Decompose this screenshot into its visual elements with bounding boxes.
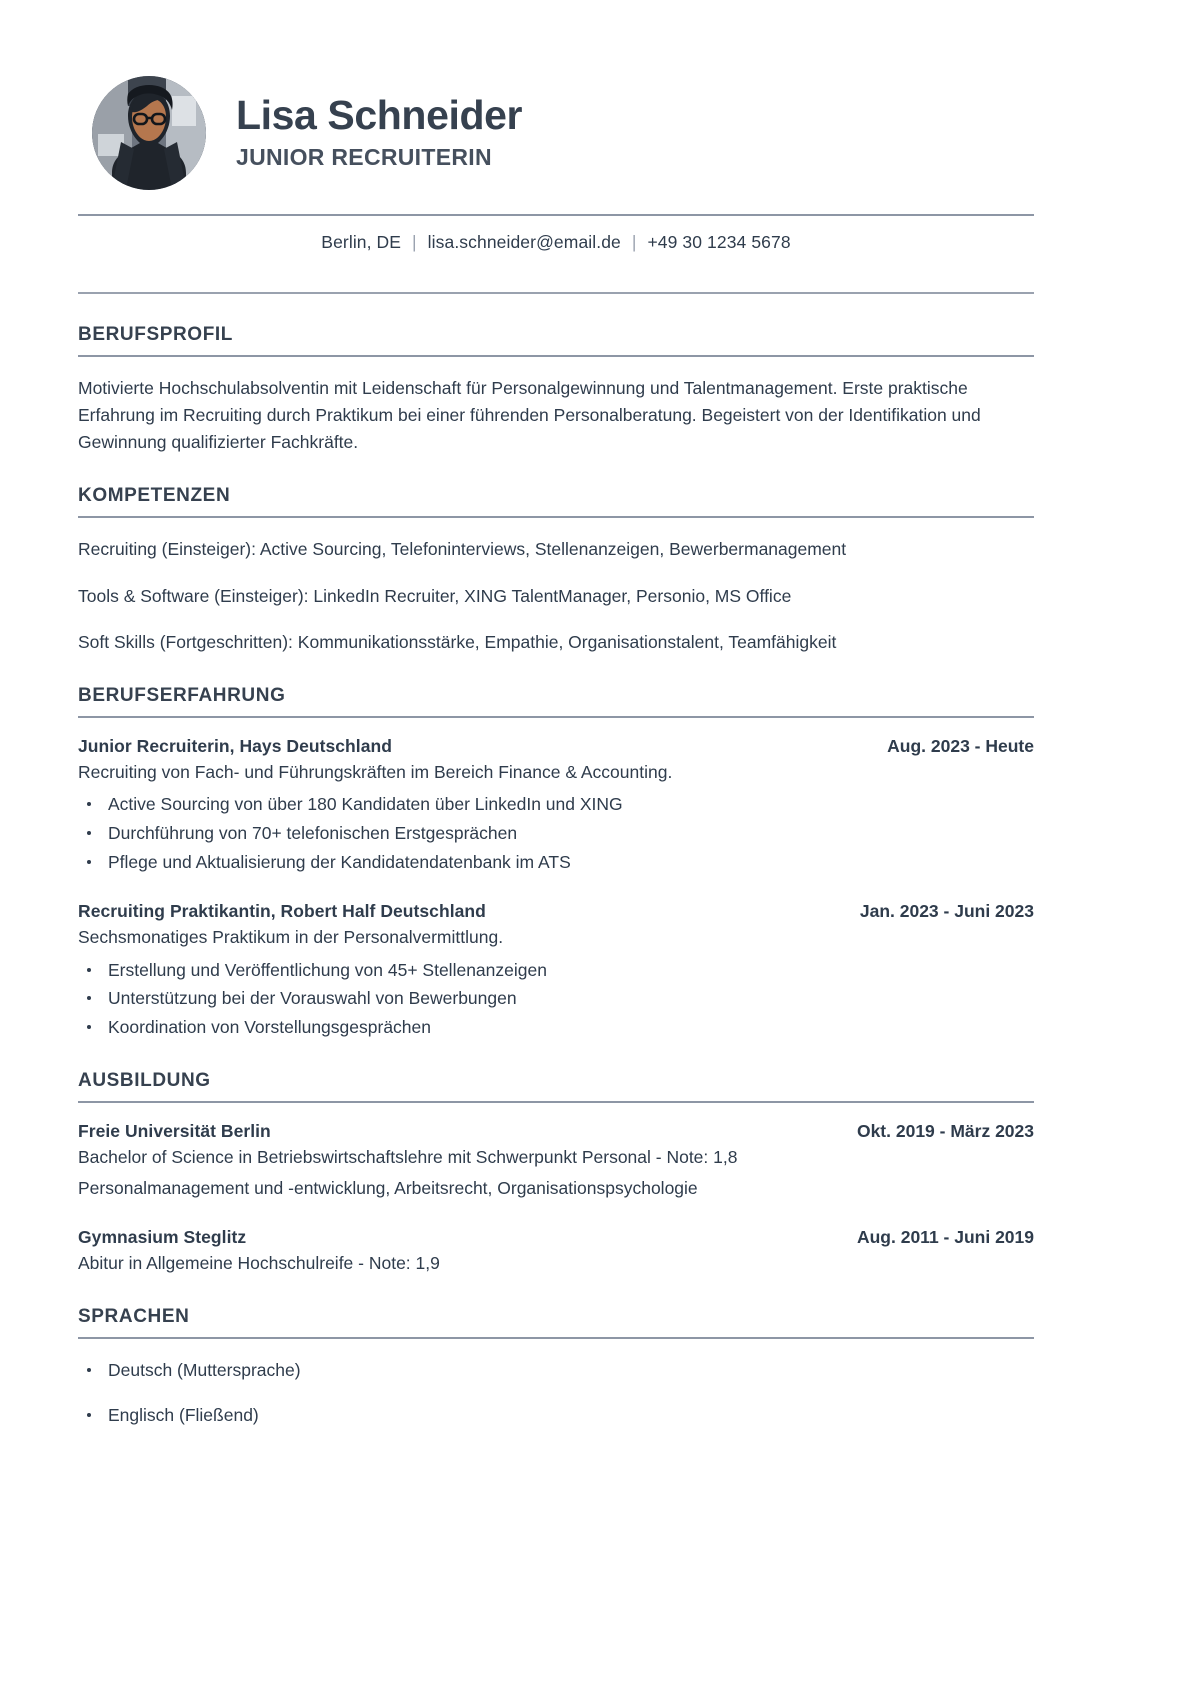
profile-text: Motivierte Hochschulabsolventin mit Leidenschaft für Personalgewinnung und Talentmanagement. Erste praktische Erfahrung im Recruiting durch Praktikum bei einer führenden Personalberatung. Begeistert von der Identifikation und Gewinnung qualifizierter Fachkräfte.	[78, 378, 981, 452]
resume-sheet	[14, 14, 1176, 1670]
list-item: Englisch (Fließend)	[78, 1402, 1034, 1428]
entry-summary: Recruiting von Fach- und Führungskräften im Bereich Finance & Accounting.	[78, 762, 673, 783]
entry-extra: Personalmanagement und -entwicklung, Arbeitsrecht, Organisationspsychologie	[78, 1177, 698, 1198]
profile-photo-icon	[92, 76, 206, 190]
section-languages	[78, 1306, 1034, 1428]
contact-email[interactable]: lisa.schneider@email.de	[427, 232, 621, 252]
entry-summary: Abitur in Allgemeine Hochschulreife - Note: 1,9	[78, 1253, 440, 1274]
section-title-skills: KOMPETENZEN	[78, 485, 231, 507]
section-title-profile: BERUFSPROFIL	[78, 324, 233, 345]
avatar	[92, 76, 206, 190]
education-entry	[78, 1121, 1034, 1201]
candidate-name: Lisa Schneider	[236, 91, 523, 138]
contact-line	[78, 216, 1034, 268]
entry-title: Junior Recruiterin, Hays Deutschland	[78, 736, 392, 757]
list-item: Pflege und Aktualisierung der Kandidatendatenbank im ATS	[78, 849, 1034, 876]
entry-title: Recruiting Praktikantin, Robert Half Deutschland	[78, 901, 486, 922]
contact-phone[interactable]: +49 30 1234 5678	[647, 232, 791, 252]
section-education	[78, 1070, 1034, 1276]
resume-header	[78, 76, 1034, 190]
contact-separator-2: |	[631, 232, 637, 252]
section-rule-profile	[78, 355, 1034, 357]
skill-line: Recruiting (Einsteiger): Active Sourcing, Telefoninterviews, Stellenanzeigen, Bewerbermanagement	[78, 539, 847, 560]
experience-entry	[78, 736, 1034, 875]
list-item: Unterstützung bei der Vorauswahl von Bewerbungen	[78, 985, 1034, 1012]
list-item: Erstellung und Veröffentlichung von 45+ Stellenanzeigen	[78, 957, 1034, 984]
entry-summary: Bachelor of Science in Betriebswirtschaftslehre mit Schwerpunkt Personal - Note: 1,8	[78, 1147, 738, 1168]
entry-header	[78, 901, 1034, 922]
resume-content	[78, 76, 1034, 1446]
skill-line: Tools & Software (Einsteiger): LinkedIn Recruiter, XING TalentManager, Personio, MS Office	[78, 585, 792, 606]
language-list	[78, 1357, 1034, 1428]
section-title-education: AUSBILDUNG	[78, 1070, 211, 1092]
experience-entry	[78, 901, 1034, 1040]
entry-header	[78, 1121, 1034, 1142]
entry-date: Aug. 2023 - Heute	[887, 736, 1034, 757]
entry-header	[78, 736, 1034, 757]
contact-location: Berlin, DE	[321, 232, 402, 252]
section-experience	[78, 685, 1034, 1040]
entry-title: Gymnasium Steglitz	[78, 1227, 247, 1248]
skill-line: Soft Skills (Fortgeschritten): Kommunikationsstärke, Empathie, Organisationstalent, Teamfähigkeit	[78, 631, 837, 652]
contact-separator-1: |	[412, 232, 417, 252]
list-item: Active Sourcing von über 180 Kandidaten über LinkedIn und XING	[78, 791, 1034, 818]
entry-date: Jan. 2023 - Juni 2023	[859, 901, 1034, 922]
entry-bullets	[78, 791, 1034, 875]
section-rule-skills	[78, 516, 1034, 518]
entry-date: Aug. 2011 - Juni 2019	[856, 1227, 1034, 1248]
section-skills	[78, 485, 1034, 655]
contact-divider	[78, 292, 1034, 294]
list-item: Koordination von Vorstellungsgesprächen	[78, 1014, 1034, 1041]
candidate-title: JUNIOR RECRUITERIN	[236, 144, 492, 171]
entry-date: Okt. 2019 - März 2023	[856, 1121, 1034, 1142]
education-entry	[78, 1227, 1034, 1276]
entry-title: Freie Universität Berlin	[78, 1121, 271, 1142]
list-item: Deutsch (Muttersprache)	[78, 1357, 1034, 1383]
section-title-experience: BERUFSERFAHRUNG	[78, 685, 286, 707]
header-text	[236, 93, 522, 174]
section-profile	[78, 324, 1034, 455]
section-title-languages: SPRACHEN	[78, 1306, 190, 1328]
section-rule-languages	[78, 1337, 1034, 1339]
list-item: Durchführung von 70+ telefonischen Erstgesprächen	[78, 820, 1034, 847]
section-rule-experience	[78, 716, 1034, 718]
entry-header	[78, 1227, 1034, 1248]
entry-summary: Sechsmonatiges Praktikum in der Personalvermittlung.	[78, 927, 504, 948]
section-rule-education	[78, 1101, 1034, 1103]
entry-bullets	[78, 957, 1034, 1041]
